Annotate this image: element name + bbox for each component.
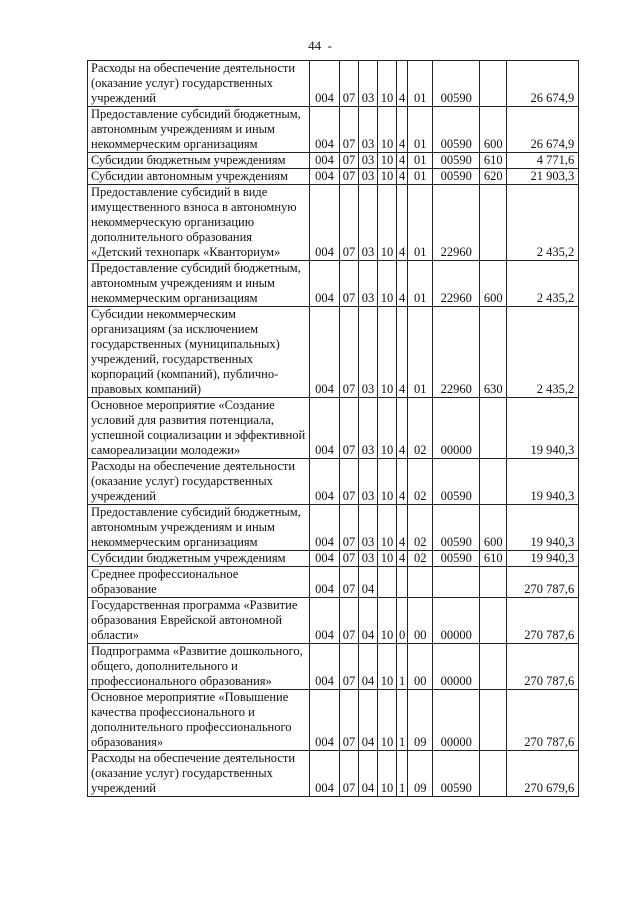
item-name-cell: Предоставление субсидий бюджетным, автономным учреждениям и иным некоммерческим организациям (88, 261, 310, 307)
amount-cell: 2 435,2 (507, 261, 579, 307)
program-cell: 10 (378, 398, 397, 459)
subsection-cell: 04 (359, 567, 378, 598)
item-name-cell: Основное мероприятие «Повышение качества профессионального и дополнительного профессионального образования» (88, 690, 310, 751)
table-row (88, 107, 579, 153)
section-cell: 07 (340, 644, 359, 690)
direction-cell: 00000 (433, 598, 480, 644)
subsection-cell: 04 (359, 751, 378, 797)
item-name-cell: Предоставление субсидий бюджетным, автономным учреждениям и иным некоммерческим организациям (88, 505, 310, 551)
subprogram-cell: 4 (397, 459, 408, 505)
event-cell: 01 (408, 185, 433, 261)
program-cell: 10 (378, 751, 397, 797)
event-cell: 01 (408, 261, 433, 307)
subsection-cell: 03 (359, 261, 378, 307)
subprogram-cell: 4 (397, 307, 408, 398)
subsection-cell: 03 (359, 169, 378, 185)
section-cell: 07 (340, 169, 359, 185)
subprogram-cell: 4 (397, 505, 408, 551)
table-row (88, 567, 579, 598)
direction-cell: 00590 (433, 107, 480, 153)
direction-cell (433, 567, 480, 598)
section-cell: 07 (340, 398, 359, 459)
subsection-cell: 04 (359, 598, 378, 644)
direction-cell: 00590 (433, 551, 480, 567)
amount-cell: 270 787,6 (507, 690, 579, 751)
program-cell: 10 (378, 551, 397, 567)
subprogram-cell: 1 (397, 644, 408, 690)
section-cell: 07 (340, 567, 359, 598)
expense-type-cell (480, 567, 507, 598)
amount-cell: 19 940,3 (507, 459, 579, 505)
item-name-cell: Основное мероприятие «Создание условий для развития потенциала, успешной социализации и эффективной самореализации молодежи» (88, 398, 310, 459)
item-name-cell: Предоставление субсидий бюджетным, автономным учреждениям и иным некоммерческим организациям (88, 107, 310, 153)
table-row (88, 185, 579, 261)
section-cell: 07 (340, 261, 359, 307)
expense-type-cell: 610 (480, 153, 507, 169)
program-cell: 10 (378, 690, 397, 751)
program-cell: 10 (378, 505, 397, 551)
expense-type-cell: 600 (480, 505, 507, 551)
section-cell: 07 (340, 551, 359, 567)
admin-code-cell: 004 (310, 505, 340, 551)
expense-type-cell: 620 (480, 169, 507, 185)
direction-cell: 00590 (433, 751, 480, 797)
item-name-cell: Расходы на обеспечение деятельности (оказание услуг) государственных учреждений (88, 459, 310, 505)
event-cell: 02 (408, 505, 433, 551)
amount-cell: 26 674,9 (507, 107, 579, 153)
admin-code-cell: 004 (310, 551, 340, 567)
program-cell: 10 (378, 261, 397, 307)
expense-type-cell: 630 (480, 307, 507, 398)
direction-cell: 22960 (433, 261, 480, 307)
subprogram-cell: 1 (397, 751, 408, 797)
item-name-cell: Расходы на обеспечение деятельности (оказание услуг) государственных учреждений (88, 751, 310, 797)
admin-code-cell: 004 (310, 107, 340, 153)
subprogram-cell: 4 (397, 551, 408, 567)
section-cell: 07 (340, 690, 359, 751)
item-name-cell: Субсидии бюджетным учреждениям (88, 153, 310, 169)
event-cell: 02 (408, 459, 433, 505)
admin-code-cell: 004 (310, 459, 340, 505)
expense-type-cell (480, 690, 507, 751)
amount-cell: 19 940,3 (507, 551, 579, 567)
program-cell: 10 (378, 169, 397, 185)
table-body (88, 61, 579, 797)
budget-table (87, 60, 579, 797)
event-cell: 09 (408, 751, 433, 797)
item-name-cell: Субсидии автономным учреждениям (88, 169, 310, 185)
table-row (88, 261, 579, 307)
item-name-cell: Предоставление субсидий в виде имущественного взноса в автономную некоммерческую организацию дополнительного образования «Детский технопарк «Кванториум» (88, 185, 310, 261)
admin-code-cell: 004 (310, 567, 340, 598)
program-cell: 10 (378, 61, 397, 107)
table-row (88, 690, 579, 751)
direction-cell: 00000 (433, 690, 480, 751)
direction-cell: 00590 (433, 61, 480, 107)
amount-cell: 270 787,6 (507, 644, 579, 690)
program-cell (378, 567, 397, 598)
admin-code-cell: 004 (310, 169, 340, 185)
subsection-cell: 03 (359, 107, 378, 153)
amount-cell: 26 674,9 (507, 61, 579, 107)
event-cell: 00 (408, 598, 433, 644)
admin-code-cell: 004 (310, 185, 340, 261)
table-row (88, 644, 579, 690)
subsection-cell: 03 (359, 307, 378, 398)
section-cell: 07 (340, 598, 359, 644)
section-cell: 07 (340, 61, 359, 107)
direction-cell: 00590 (433, 169, 480, 185)
subprogram-cell: 1 (397, 690, 408, 751)
page-number: 44 - (308, 38, 332, 53)
subprogram-cell: 4 (397, 61, 408, 107)
admin-code-cell: 004 (310, 690, 340, 751)
amount-cell: 21 903,3 (507, 169, 579, 185)
direction-cell: 00590 (433, 505, 480, 551)
subsection-cell: 03 (359, 153, 378, 169)
event-cell: 02 (408, 398, 433, 459)
program-cell: 10 (378, 459, 397, 505)
direction-cell: 00000 (433, 644, 480, 690)
table-row (88, 398, 579, 459)
admin-code-cell: 004 (310, 644, 340, 690)
subprogram-cell: 4 (397, 169, 408, 185)
item-name-cell: Расходы на обеспечение деятельности (оказание услуг) государственных учреждений (88, 61, 310, 107)
admin-code-cell: 004 (310, 261, 340, 307)
expense-type-cell (480, 459, 507, 505)
event-cell: 01 (408, 169, 433, 185)
item-name-cell: Среднее профессиональное образование (88, 567, 310, 598)
table-row (88, 153, 579, 169)
expense-type-cell (480, 61, 507, 107)
admin-code-cell: 004 (310, 61, 340, 107)
table-row (88, 551, 579, 567)
item-name-cell: Субсидии бюджетным учреждениям (88, 551, 310, 567)
amount-cell: 2 435,2 (507, 307, 579, 398)
table-row (88, 598, 579, 644)
table-row (88, 307, 579, 398)
event-cell: 00 (408, 644, 433, 690)
table-row (88, 169, 579, 185)
section-cell: 07 (340, 505, 359, 551)
event-cell: 01 (408, 61, 433, 107)
direction-cell: 22960 (433, 185, 480, 261)
expense-type-cell (480, 598, 507, 644)
subprogram-cell (397, 567, 408, 598)
section-cell: 07 (340, 185, 359, 261)
table-row (88, 459, 579, 505)
subsection-cell: 04 (359, 690, 378, 751)
admin-code-cell: 004 (310, 153, 340, 169)
event-cell (408, 567, 433, 598)
event-cell: 02 (408, 551, 433, 567)
expense-type-cell: 600 (480, 261, 507, 307)
direction-cell: 00590 (433, 153, 480, 169)
section-cell: 07 (340, 153, 359, 169)
subprogram-cell: 4 (397, 153, 408, 169)
subsection-cell: 03 (359, 185, 378, 261)
subsection-cell: 04 (359, 644, 378, 690)
expense-type-cell (480, 185, 507, 261)
program-cell: 10 (378, 185, 397, 261)
subprogram-cell: 4 (397, 107, 408, 153)
section-cell: 07 (340, 459, 359, 505)
direction-cell: 00000 (433, 398, 480, 459)
amount-cell: 270 787,6 (507, 567, 579, 598)
subprogram-cell: 4 (397, 398, 408, 459)
item-name-cell: Государственная программа «Развитие образования Еврейской автономной области» (88, 598, 310, 644)
program-cell: 10 (378, 307, 397, 398)
program-cell: 10 (378, 107, 397, 153)
subprogram-cell: 4 (397, 185, 408, 261)
direction-cell: 00590 (433, 459, 480, 505)
event-cell: 01 (408, 153, 433, 169)
table-row (88, 505, 579, 551)
admin-code-cell: 004 (310, 751, 340, 797)
subsection-cell: 03 (359, 459, 378, 505)
expense-type-cell (480, 398, 507, 459)
amount-cell: 270 787,6 (507, 598, 579, 644)
subsection-cell: 03 (359, 398, 378, 459)
amount-cell: 4 771,6 (507, 153, 579, 169)
item-name-cell: Субсидии некоммерческим организациям (за исключением государственных (муниципальных) учреждений, государственных корпораций (компаний), публично-правовых компаний) (88, 307, 310, 398)
amount-cell: 270 679,6 (507, 751, 579, 797)
admin-code-cell: 004 (310, 398, 340, 459)
subsection-cell: 03 (359, 61, 378, 107)
section-cell: 07 (340, 751, 359, 797)
admin-code-cell: 004 (310, 307, 340, 398)
amount-cell: 19 940,3 (507, 505, 579, 551)
program-cell: 10 (378, 153, 397, 169)
table-row (88, 61, 579, 107)
expense-type-cell (480, 751, 507, 797)
expense-type-cell (480, 644, 507, 690)
program-cell: 10 (378, 644, 397, 690)
expense-type-cell: 600 (480, 107, 507, 153)
section-cell: 07 (340, 107, 359, 153)
amount-cell: 2 435,2 (507, 185, 579, 261)
subsection-cell: 03 (359, 505, 378, 551)
direction-cell: 22960 (433, 307, 480, 398)
program-cell: 10 (378, 598, 397, 644)
admin-code-cell: 004 (310, 598, 340, 644)
event-cell: 09 (408, 690, 433, 751)
section-cell: 07 (340, 307, 359, 398)
table-row (88, 751, 579, 797)
amount-cell: 19 940,3 (507, 398, 579, 459)
item-name-cell: Подпрограмма «Развитие дошкольного, общего, дополнительного и профессионального образования» (88, 644, 310, 690)
subprogram-cell: 0 (397, 598, 408, 644)
subprogram-cell: 4 (397, 261, 408, 307)
expense-type-cell: 610 (480, 551, 507, 567)
event-cell: 01 (408, 307, 433, 398)
subsection-cell: 03 (359, 551, 378, 567)
event-cell: 01 (408, 107, 433, 153)
